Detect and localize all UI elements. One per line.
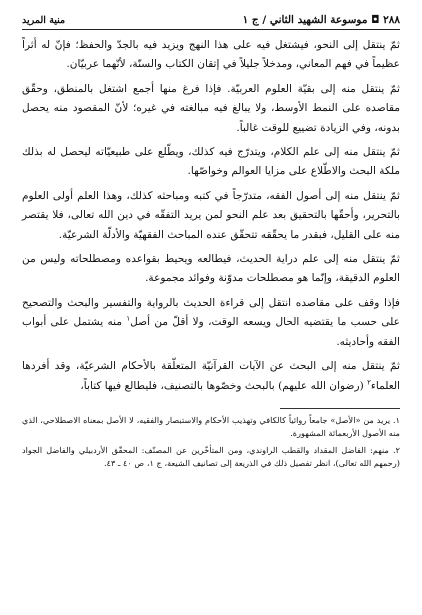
paragraph: ثمّ ينتقل منه إلى أصول الفقه، متدرّجاً في كتبه ومباحثه كذلك، وهذا العلم أولى العلوم بالتحرير، وأحقّها بالتحقيق بعد علم النحو لمن يريد التفقّه في دين الله تعالى، فلا يقتصر منه على القليل، فبقدر ما يحقّقه تتحقّق عنده المباحث الفقهيّة والأدلّة الشرعيّة.	[22, 189, 400, 241]
paragraph: فإذا وقف على مقاصده انتقل إلى قراءة الحديث بالرواية والتفسير والبحث والتصحيح على حسب ما يقتضيه الحال ويسعه الوقت، ولا أقلّ من أصل$^١$ منه يشتمل على أبواب الفقه وأحاديثه.	[22, 296, 400, 348]
header-book-title: منية المريد	[22, 15, 66, 26]
footnote-divider	[280, 408, 400, 409]
paragraph: ثمّ ينتقل منه إلى البحث عن الآيات القرآنيّة المتعلّقة بالأحكام الشرعيّة، وقد أفردها العلماء$^٢$ (رضوان الله عليهم) بالبحث وخصّوها بالتصنيف، فليطالع فيها كتاباً،	[22, 360, 400, 392]
footnote-ref: ١	[126, 314, 131, 323]
footnote-ref: ٢	[367, 377, 371, 386]
paragraph: ثمّ ينتقل منه إلى علم الكلام، ويتدرّج فيه كذلك، ويطّلع على طبيعيّاته ليحصل له بذلك ملكة البحث والاطّلاع على مزايا العوالم وخواصّها.	[22, 146, 400, 178]
footnote: ٢. منهم: الفاضل المقداد والقطب الراوندي، ومن المتأخّرين عن المصنّف: المحقّق الأردبيلي والفاضل الجواد (رحمهم الله تعالى)، انظر تفصيل ذلك في الذريعة إلى تصانيف الشيعة، ج ١، ص ٤٠ ـ ٤٣.	[22, 444, 400, 469]
running-header	[22, 14, 400, 30]
footnotes	[22, 414, 400, 471]
body-text	[22, 36, 400, 396]
paragraph: ثمّ ينتقل منه إلى علم دراية الحديث، فيطالعه ويحيط بقواعده ومصطلحاته وليس من العلوم الدقيقة، وإنّما هو مصطلحات مدوّنة وفوائد مجموعة.	[22, 253, 400, 285]
paragraph: ثمّ ينتقل إلى النحو، فيشتغل فيه على هذا النهج ويزيد فيه بالجدّ والحفظ؛ فإنّ له أثراً عظيماً في فهم المعاني، ومدخلاً جليلاً في إتقان الكتاب والسنّة، لأنّهما عربيّان.	[22, 39, 400, 71]
footnote: ١. يريد من «الأصل» جامعاً روائياً كالكافي وتهذيب الأحكام والاستبصار والفقيه، لا الأصل بمعناه الاصطلاحي، الذي منه الأصول الأربعمائة المشهورة.	[22, 414, 400, 439]
header-page-title: ٢٨٨ ◘ موسوعة الشهيد الثاني / ج ١	[242, 14, 400, 26]
paragraph: ثمّ ينتقل منه إلى بقيّة العلوم العربيّة. فإذا فرغ منها أجمع اشتغل بالمنطق، وحقّق مقاصده على النمط الأوسط، ولا يبالغ فيه مبالغته في غيره؛ لأنّ المقصود منه يحصل بدونه، وفي الزيادة تضييع للوقت غالباً.	[22, 82, 400, 134]
